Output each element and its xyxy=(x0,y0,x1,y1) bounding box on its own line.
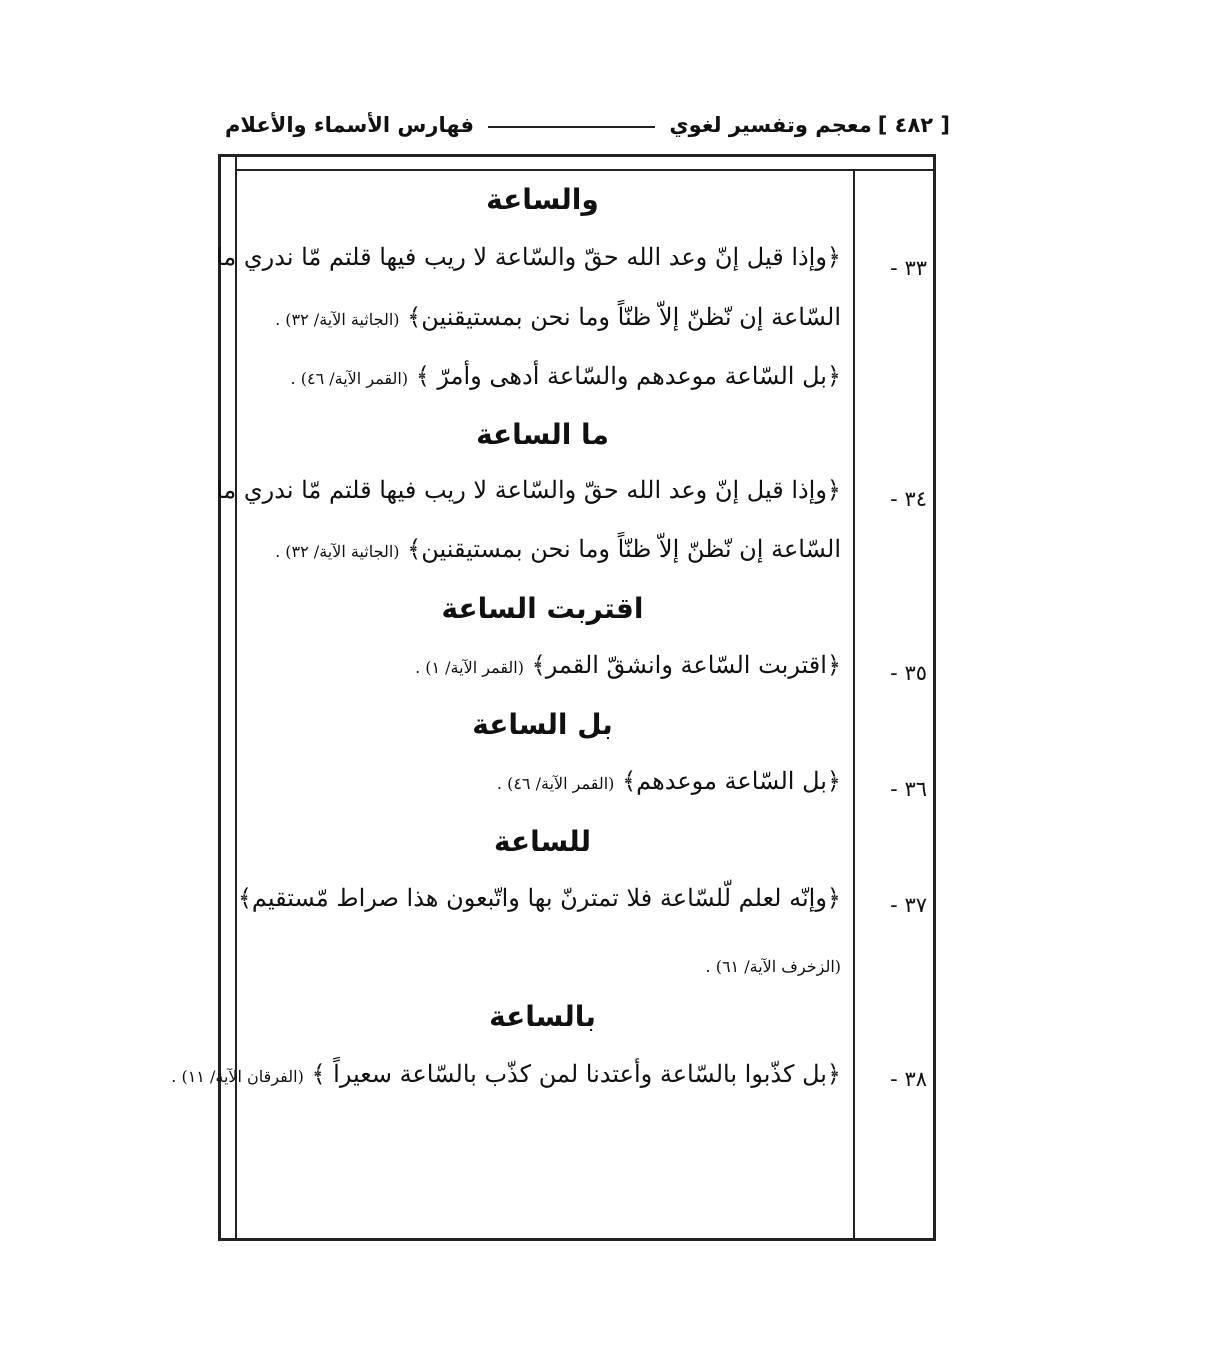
entry-heading: ما الساعة xyxy=(476,418,609,451)
verse-text: السّاعة إن نّظنّ إلاّ ظنّاً وما نحن بمستيقنين﴾ xyxy=(407,303,841,331)
verse-line xyxy=(241,362,841,390)
verse-line xyxy=(241,950,841,978)
entry-heading: بالساعة xyxy=(489,1000,596,1033)
entry-number: ٣٥ - xyxy=(890,661,927,685)
page-number: [ ٤٨٢ ] xyxy=(877,113,950,137)
verse-reference: (الجاثية الآية/ ٣٢) . xyxy=(275,310,400,329)
verse-line xyxy=(216,243,841,271)
entry-heading: للساعة xyxy=(493,825,592,858)
book-title: معجم وتفسير لغوي xyxy=(669,113,872,137)
verse-line xyxy=(241,535,841,563)
entry-heading: بل الساعة xyxy=(472,708,613,741)
entry-heading: والساعة xyxy=(486,183,599,216)
entry-number: ٣٨ - xyxy=(890,1067,927,1091)
verse-reference: (الفرقان الآية/ ١١) . xyxy=(171,1067,304,1086)
entry-number: ٣٤ - xyxy=(890,487,927,511)
verse-text: ﴿اقتربت السّاعة وانشقّ القمر﴾ xyxy=(531,651,841,679)
verse-line xyxy=(241,303,841,331)
verse-reference: (القمر الآية/ ١) . xyxy=(415,658,524,677)
verse-text: ﴿بل كذّبوا بالسّاعة وأعتدنا لمن كذّب بالسّاعة سعيراً ﴾ xyxy=(311,1060,841,1088)
verse-reference: (الزخرف الآية/ ٦١) . xyxy=(705,957,841,976)
verse-line xyxy=(241,767,841,795)
verse-reference: (القمر الآية/ ٤٦) . xyxy=(496,774,615,793)
verse-text: ﴿بل السّاعة موعدهم﴾ xyxy=(622,767,841,795)
verse-text: ﴿وإذا قيل إنّ وعد الله حقّ والسّاعة لا ريب فيها قلتم مّا ندري ما xyxy=(216,243,841,271)
verse-line xyxy=(241,651,841,679)
frame-inner-top-border xyxy=(235,169,933,171)
header-rule xyxy=(488,126,655,128)
entry-number: ٣٦ - xyxy=(890,777,927,801)
verse-text: ﴿وإنّه لعلم لّلسّاعة فلا تمترنّ بها واتّبعون هذا صراط مّستقيم﴾ xyxy=(237,884,841,912)
verse-text: ﴿وإذا قيل إنّ وعد الله حقّ والسّاعة لا ريب فيها قلتم مّا ندري ما xyxy=(216,476,841,504)
verse-line xyxy=(171,1060,841,1088)
entry-number: ٣٣ - xyxy=(890,256,927,280)
entry-heading: اقتربت الساعة xyxy=(441,592,644,625)
verse-reference: (الجاثية الآية/ ٣٢) . xyxy=(275,542,400,561)
verse-text: ﴿بل السّاعة موعدهم والسّاعة أدهى وأمرّ ﴾ xyxy=(415,362,841,390)
verse-line xyxy=(216,476,841,504)
number-column-divider xyxy=(853,171,855,1241)
page-header xyxy=(225,105,950,145)
entry-number: ٣٧ - xyxy=(890,893,927,917)
verse-reference: (القمر الآية/ ٤٦) . xyxy=(290,369,409,388)
verse-text: السّاعة إن نّظنّ إلاّ ظنّاً وما نحن بمستيقنين﴾ xyxy=(407,535,841,563)
verse-line xyxy=(237,884,841,912)
section-title: فهارس الأسماء والأعلام xyxy=(225,113,474,137)
